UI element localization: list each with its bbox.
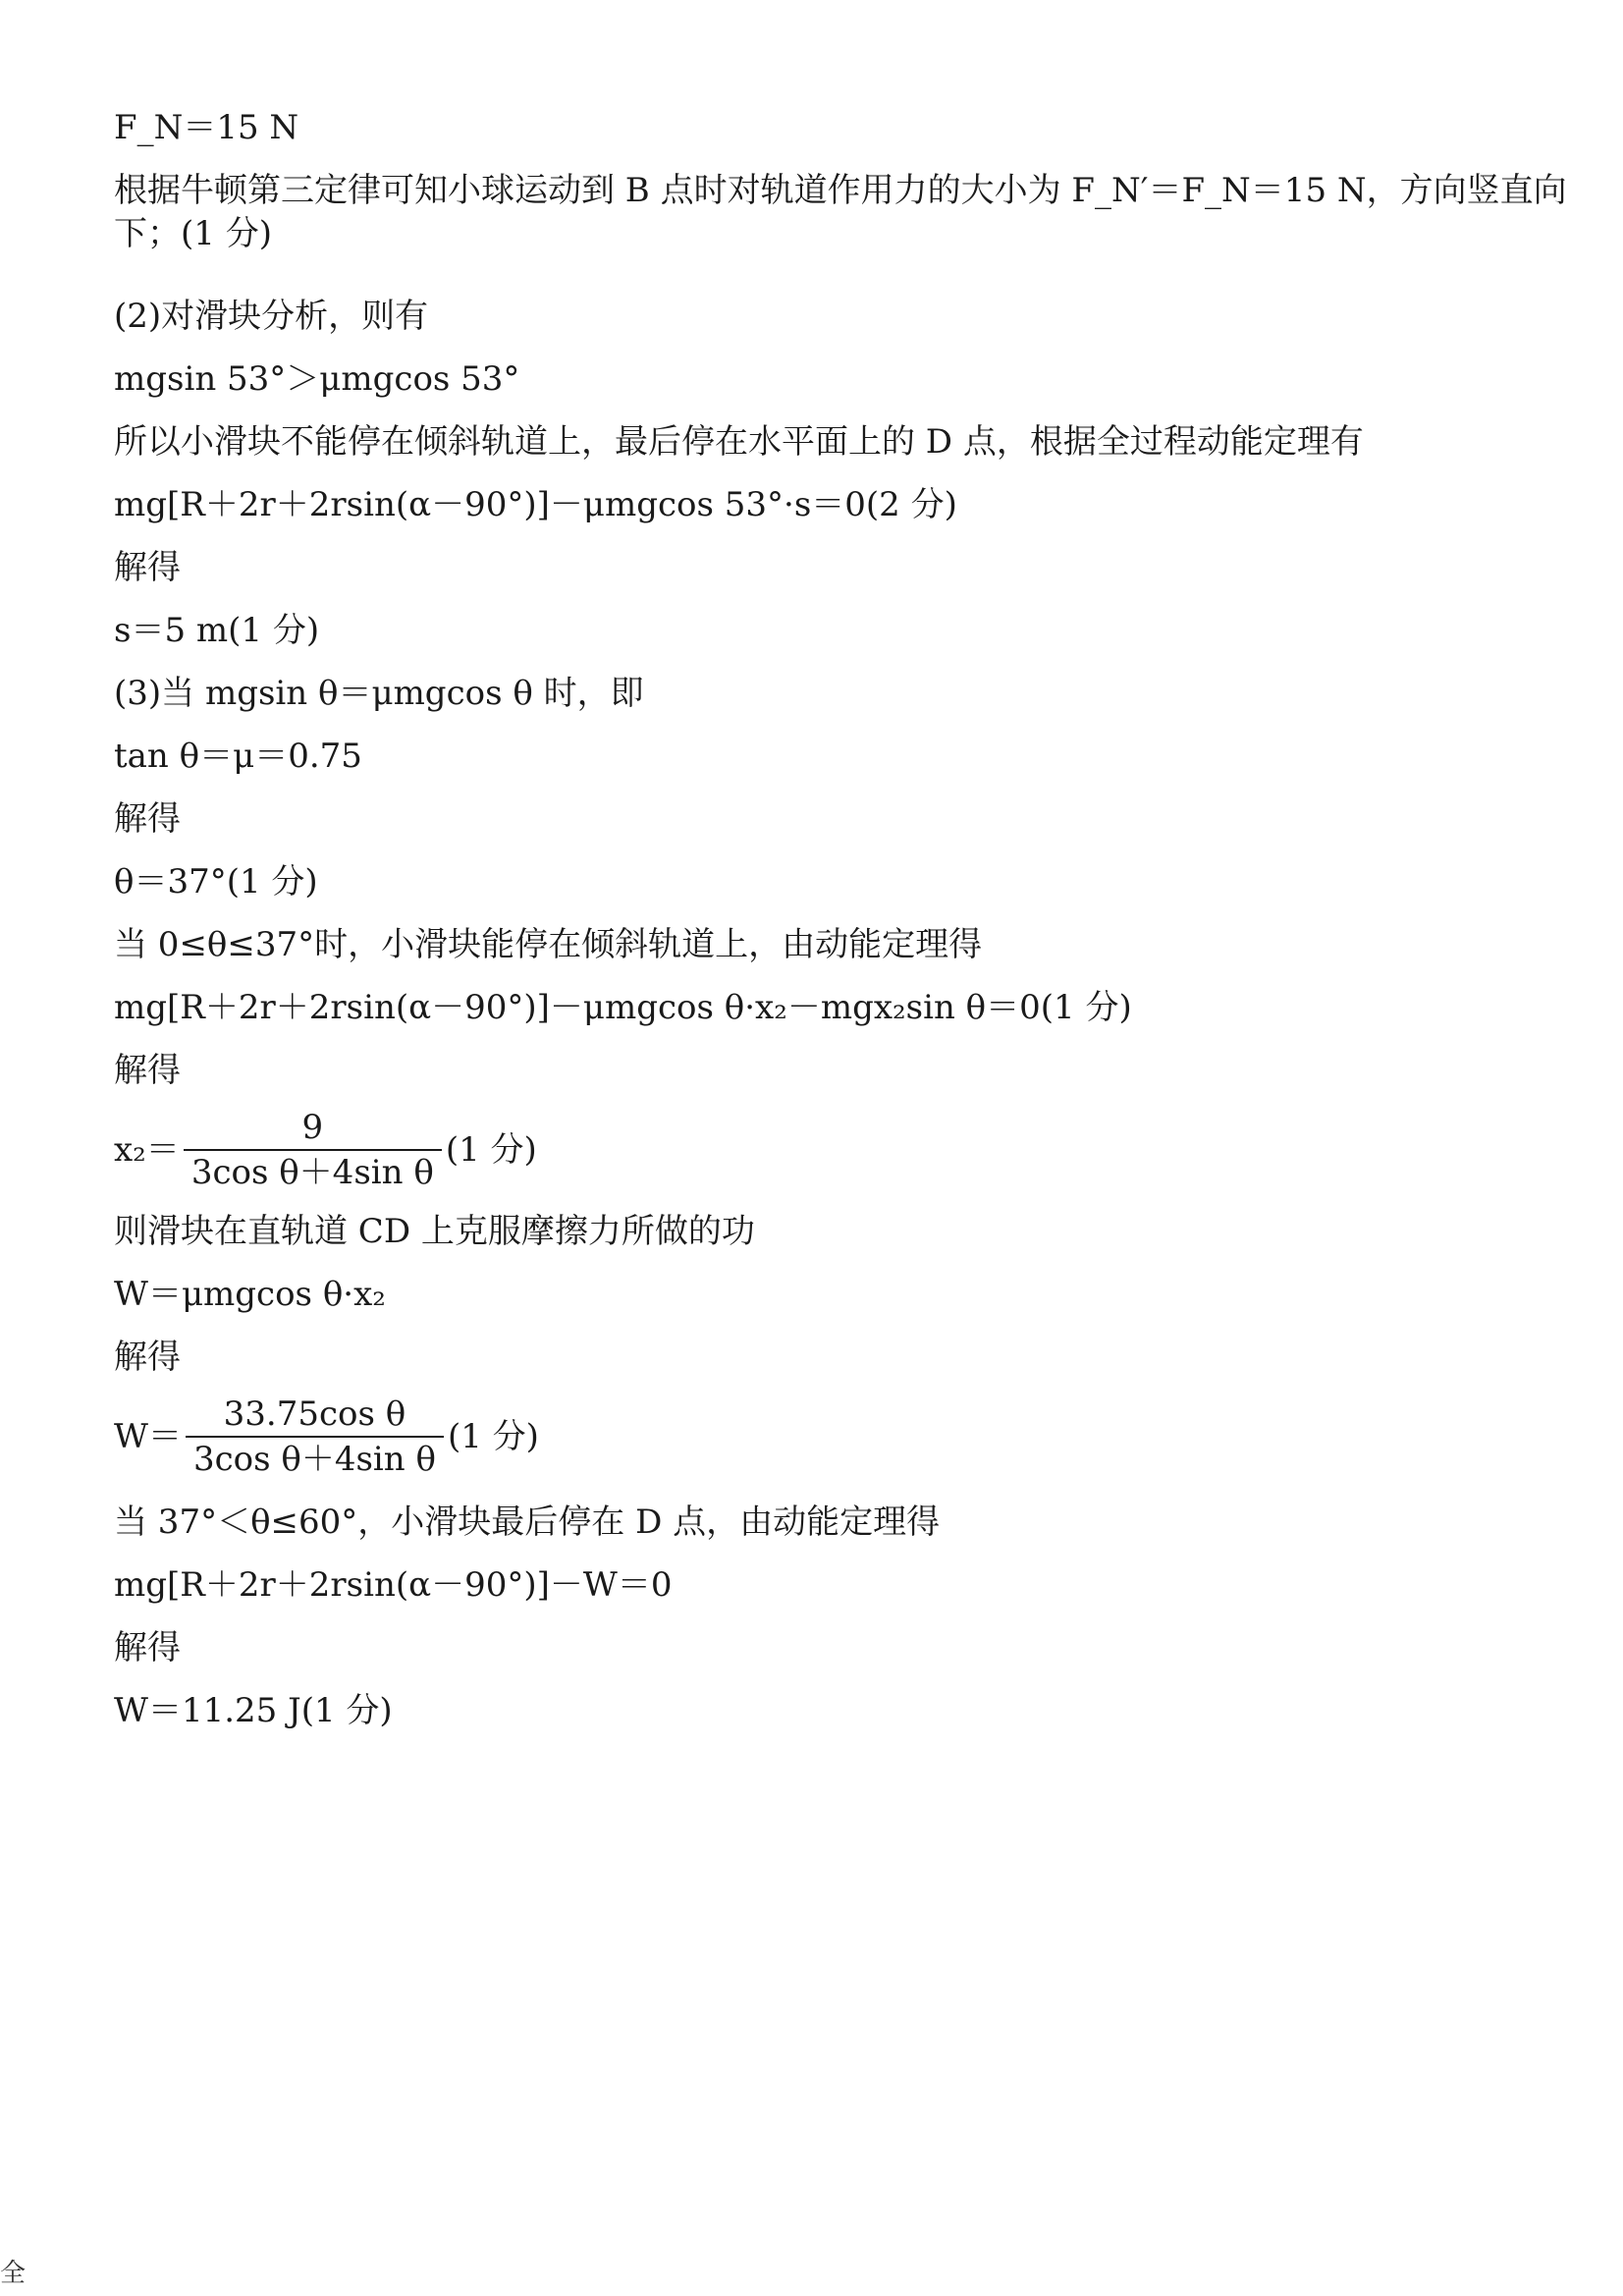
text-line: 当 37°＜θ≤60°，小滑块最后停在 D 点，由动能定理得 xyxy=(114,1503,941,1542)
fraction-lhs: W＝ xyxy=(114,1417,182,1456)
formula-line: s＝5 m(1 分) xyxy=(114,611,320,650)
text-line: 则滑块在直轨道 CD 上克服摩擦力所做的功 xyxy=(114,1212,755,1251)
fraction-denominator: 3cos θ＋4sin θ xyxy=(186,1436,444,1479)
formula-line: tan θ＝μ＝0.75 xyxy=(114,737,362,776)
text-line: 根据牛顿第三定律可知小球运动到 B 点时对轨道作用力的大小为 F_N′＝F_N＝15 N，方向竖直向下；(1 分) xyxy=(114,171,1567,253)
formula-line: W＝μmgcos θ·x₂ xyxy=(114,1275,386,1314)
formula-line: mgsin 53°＞μmgcos 53° xyxy=(114,359,520,399)
fraction-equation-w xyxy=(114,1394,539,1479)
text-line: 当 0≤θ≤37°时，小滑块能停在倾斜轨道上，由动能定理得 xyxy=(114,925,983,964)
fraction-suffix: (1 分) xyxy=(445,1130,537,1170)
fraction-equation-x2 xyxy=(114,1108,537,1192)
formula-line: θ＝37°(1 分) xyxy=(114,862,318,902)
formula-line: W＝11.25 J(1 分) xyxy=(114,1691,393,1730)
text-line: (2)对滑块分析，则有 xyxy=(114,297,429,336)
fraction-suffix: (1 分) xyxy=(447,1417,539,1456)
formula-line: mg[R＋2r＋2rsin(α－90°)]－W＝0 xyxy=(114,1565,673,1605)
formula-line: mg[R＋2r＋2rsin(α－90°)]－μmgcos 53°·s＝0(2 分) xyxy=(114,485,957,524)
fraction-lhs: x₂＝ xyxy=(114,1130,180,1170)
fraction xyxy=(186,1394,444,1479)
text-line: 解得 xyxy=(114,548,181,587)
text-line: 解得 xyxy=(114,1628,181,1667)
text-line: 解得 xyxy=(114,799,181,839)
fraction-numerator: 33.75cos θ xyxy=(223,1394,406,1434)
formula-line: mg[R＋2r＋2rsin(α－90°)]－μmgcos θ·x₂－mgx₂sin θ＝0(1 分) xyxy=(114,988,1132,1027)
text-line: 解得 xyxy=(114,1338,181,1377)
text-line: (3)当 mgsin θ＝μmgcos θ 时，即 xyxy=(114,674,644,713)
fraction-denominator: 3cos θ＋4sin θ xyxy=(184,1149,442,1192)
fraction-numerator: 9 xyxy=(301,1108,324,1147)
text-line: F_N＝15 N xyxy=(114,108,299,147)
text-line: 所以小滑块不能停在倾斜轨道上，最后停在水平面上的 D 点，根据全过程动能定理有 xyxy=(114,422,1364,462)
text-line: 解得 xyxy=(114,1051,181,1090)
corner-text: 全 xyxy=(0,2259,27,2288)
fraction xyxy=(184,1108,442,1192)
